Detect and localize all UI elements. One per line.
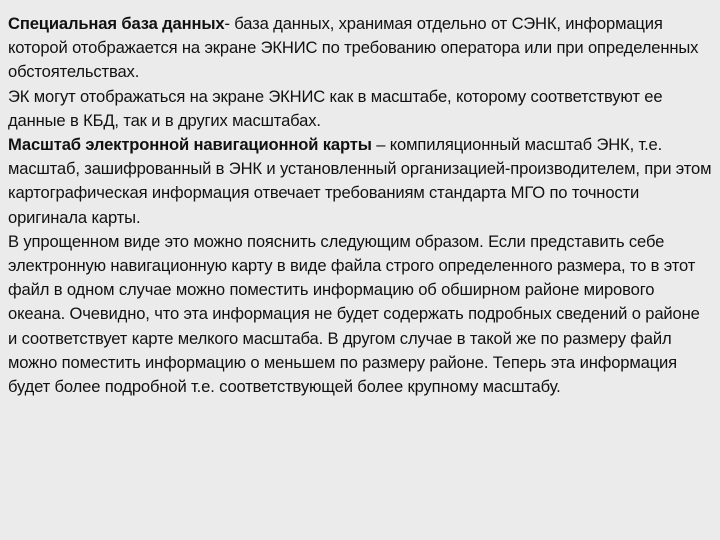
paragraph-enc-scale (8, 133, 712, 230)
definition-special-database: - база данных, хранимая отдельно от СЭНК, информация которой отображается на экране ЭКНИС по требованию оператора или при определенных обстоятельствах. (8, 14, 699, 82)
paragraph-ek-display (8, 85, 712, 133)
paragraph-simplified-explanation (8, 230, 712, 399)
definition-enc-scale: – компиляционный масштаб ЭНК, т.е. масштаб, зашифрованный в ЭНК и установленный организацией-производителем, при этом картографическая информация отвечает требованиям стандарта МГО по точности оригинала карты. (8, 135, 712, 227)
term-special-database: Специальная база данных (8, 14, 225, 33)
text-ek-display: ЭК могут отображаться на экране ЭКНИС как в масштабе, которому соответствуют ее данные в КБД, так и в других масштабах. (8, 86, 663, 130)
paragraph-special-database (8, 12, 712, 85)
text-simplified-explanation: В упрощенном виде это можно пояснить следующим образом. Если представить себе электронную навигационную карту в виде файла строго определенного размера, то в этот файл в одном случае можно поместить информацию об обширном районе мирового океана. Очевидно, что эта информация не будет содержать подробных сведений о районе и соответствует карте мелкого масштаба. В другом случае в такой же по размеру файл можно поместить информацию о меньшем по размеру районе. Теперь эта информация будет более подробной т.е. соответствующей более крупному масштабу. (8, 231, 700, 397)
term-enc-scale: Масштаб электронной навигационной карты (8, 135, 372, 155)
